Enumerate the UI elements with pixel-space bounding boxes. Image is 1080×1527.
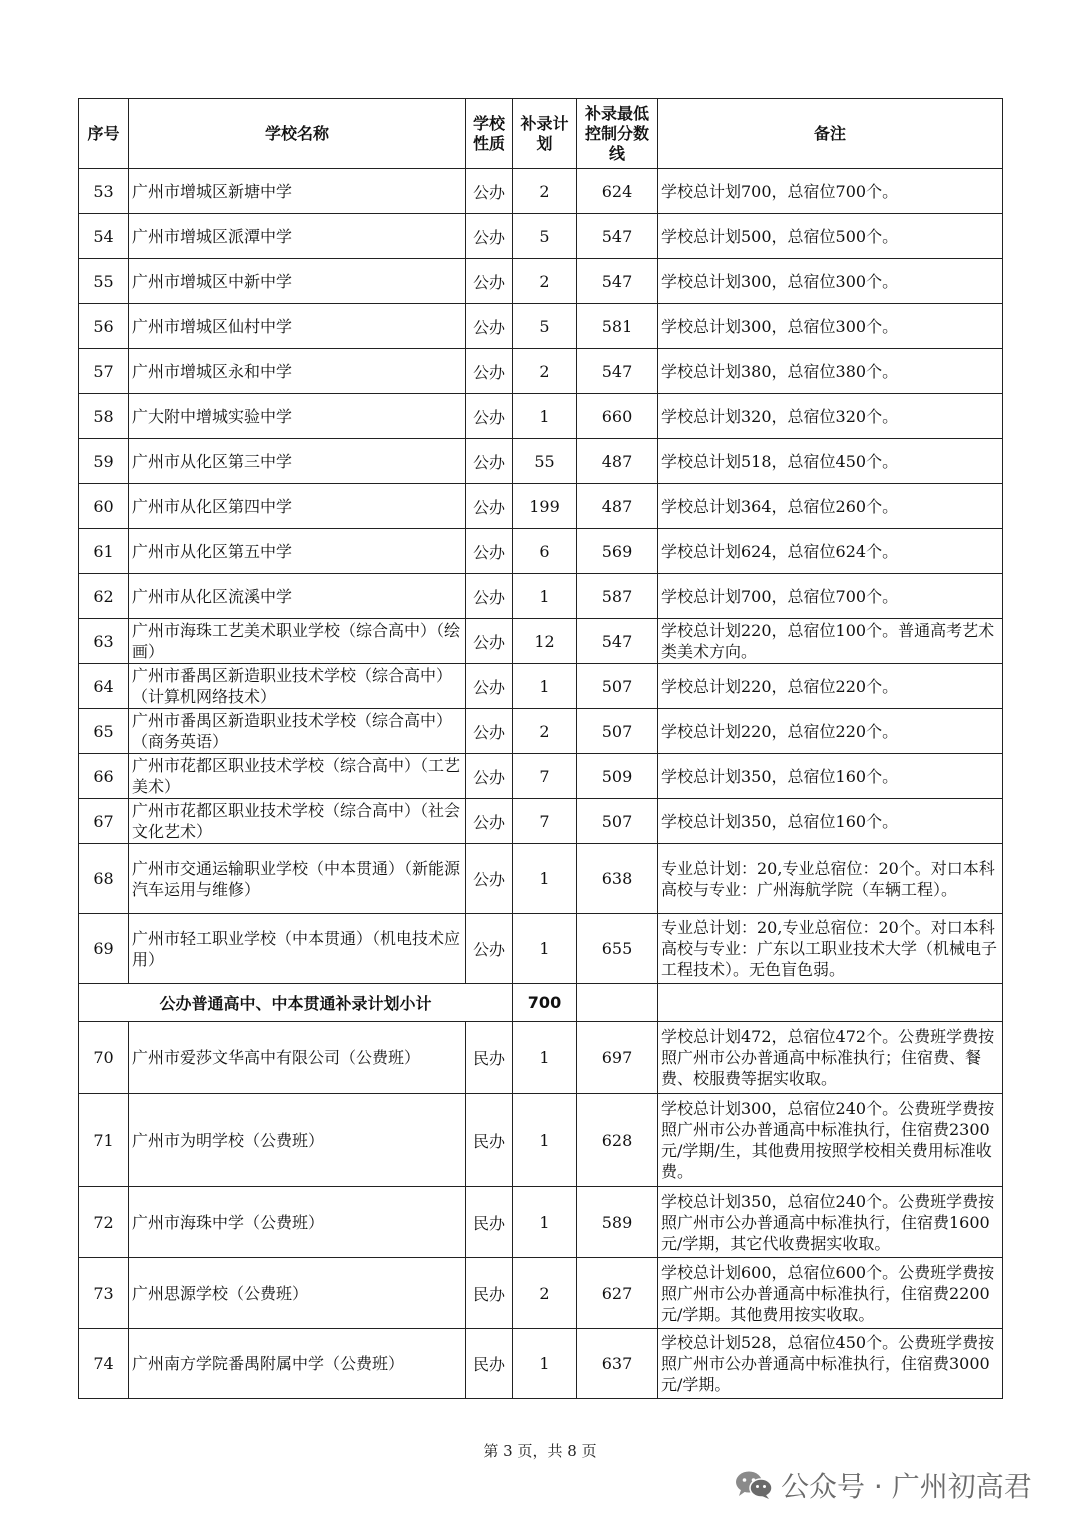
cell-num: 68 bbox=[79, 844, 129, 914]
cell-name: 广州市增城区永和中学 bbox=[129, 349, 466, 394]
cell-score: 628 bbox=[577, 1094, 658, 1187]
cell-type: 公办 bbox=[466, 304, 513, 349]
cell-plan: 2 bbox=[513, 709, 577, 754]
table-row bbox=[79, 844, 1003, 914]
cell-note: 学校总计划500，总宿位500个。 bbox=[658, 214, 1003, 259]
cell-type: 民办 bbox=[466, 1329, 513, 1399]
cell-plan: 5 bbox=[513, 214, 577, 259]
cell-note: 学校总计划300，总宿位240个。公费班学费按照广州市公办普通高中标准执行，住宿费2300元/学期/生，其他费用按照学校相关费用标准收费。 bbox=[658, 1094, 1003, 1187]
cell-plan: 1 bbox=[513, 1329, 577, 1399]
cell-name: 广州市花都区职业技术学校（综合高中）（工艺美术） bbox=[129, 754, 466, 799]
cell-note: 学校总计划350，总宿位160个。 bbox=[658, 799, 1003, 844]
cell-type: 公办 bbox=[466, 169, 513, 214]
cell-type: 民办 bbox=[466, 1187, 513, 1258]
subtotal-empty-score bbox=[577, 984, 658, 1022]
subtotal-label: 公办普通高中、中本贯通补录计划小计 bbox=[79, 984, 513, 1022]
cell-score: 638 bbox=[577, 844, 658, 914]
cell-num: 74 bbox=[79, 1329, 129, 1399]
cell-note: 学校总计划700，总宿位700个。 bbox=[658, 169, 1003, 214]
cell-note: 学校总计划320，总宿位320个。 bbox=[658, 394, 1003, 439]
header-type: 学校性质 bbox=[466, 99, 513, 169]
watermark-text: 公众号 · 广州初高君 bbox=[781, 1470, 1032, 1503]
table-row bbox=[79, 914, 1003, 984]
cell-note: 学校总计划380，总宿位380个。 bbox=[658, 349, 1003, 394]
cell-plan: 7 bbox=[513, 799, 577, 844]
cell-num: 65 bbox=[79, 709, 129, 754]
cell-name: 广州思源学校（公费班） bbox=[129, 1258, 466, 1329]
cell-name: 广州市为明学校（公费班） bbox=[129, 1094, 466, 1187]
cell-score: 655 bbox=[577, 914, 658, 984]
cell-num: 57 bbox=[79, 349, 129, 394]
table-row bbox=[79, 484, 1003, 529]
cell-note: 学校总计划220，总宿位220个。 bbox=[658, 709, 1003, 754]
watermark bbox=[735, 1465, 1032, 1505]
cell-name: 广州市增城区派潭中学 bbox=[129, 214, 466, 259]
cell-name: 广州市从化区第三中学 bbox=[129, 439, 466, 484]
cell-note: 学校总计划624，总宿位624个。 bbox=[658, 529, 1003, 574]
cell-plan: 5 bbox=[513, 304, 577, 349]
table-row bbox=[79, 1094, 1003, 1187]
cell-plan: 1 bbox=[513, 1187, 577, 1258]
table-row bbox=[79, 619, 1003, 664]
cell-score: 547 bbox=[577, 619, 658, 664]
cell-type: 公办 bbox=[466, 394, 513, 439]
cell-name: 广州市番禺区新造职业技术学校（综合高中）（商务英语） bbox=[129, 709, 466, 754]
cell-type: 民办 bbox=[466, 1094, 513, 1187]
cell-num: 66 bbox=[79, 754, 129, 799]
table-row bbox=[79, 349, 1003, 394]
header-note: 备注 bbox=[658, 99, 1003, 169]
cell-note: 专业总计划：20,专业总宿位：20个。对口本科高校与专业：广州海航学院（车辆工程）。 bbox=[658, 844, 1003, 914]
subtotal-empty-note bbox=[658, 984, 1003, 1022]
cell-note: 学校总计划300，总宿位300个。 bbox=[658, 304, 1003, 349]
cell-num: 69 bbox=[79, 914, 129, 984]
cell-plan: 2 bbox=[513, 169, 577, 214]
cell-num: 53 bbox=[79, 169, 129, 214]
cell-score: 637 bbox=[577, 1329, 658, 1399]
cell-score: 507 bbox=[577, 709, 658, 754]
cell-plan: 12 bbox=[513, 619, 577, 664]
cell-type: 公办 bbox=[466, 529, 513, 574]
table-row bbox=[79, 1329, 1003, 1399]
cell-plan: 55 bbox=[513, 439, 577, 484]
cell-name: 广州市番禺区新造职业技术学校（综合高中）（计算机网络技术） bbox=[129, 664, 466, 709]
cell-name: 广州市从化区流溪中学 bbox=[129, 574, 466, 619]
cell-num: 62 bbox=[79, 574, 129, 619]
cell-plan: 7 bbox=[513, 754, 577, 799]
header-num: 序号 bbox=[79, 99, 129, 169]
wechat-icon bbox=[735, 1470, 773, 1500]
table-row bbox=[79, 799, 1003, 844]
cell-name: 广州市增城区中新中学 bbox=[129, 259, 466, 304]
cell-num: 71 bbox=[79, 1094, 129, 1187]
table-row bbox=[79, 169, 1003, 214]
cell-score: 697 bbox=[577, 1022, 658, 1094]
cell-type: 公办 bbox=[466, 709, 513, 754]
table-row bbox=[79, 1258, 1003, 1329]
cell-note: 学校总计划350，总宿位160个。 bbox=[658, 754, 1003, 799]
cell-type: 公办 bbox=[466, 664, 513, 709]
cell-score: 624 bbox=[577, 169, 658, 214]
cell-name: 广州市花都区职业技术学校（综合高中）（社会文化艺术） bbox=[129, 799, 466, 844]
table-row bbox=[79, 529, 1003, 574]
cell-name: 广大附中增城实验中学 bbox=[129, 394, 466, 439]
cell-plan: 1 bbox=[513, 844, 577, 914]
cell-name: 广州市海珠中学（公费班） bbox=[129, 1187, 466, 1258]
table-row bbox=[79, 1187, 1003, 1258]
cell-score: 547 bbox=[577, 349, 658, 394]
table-row bbox=[79, 259, 1003, 304]
cell-plan: 1 bbox=[513, 664, 577, 709]
cell-score: 487 bbox=[577, 484, 658, 529]
cell-num: 60 bbox=[79, 484, 129, 529]
cell-note: 学校总计划220，总宿位220个。 bbox=[658, 664, 1003, 709]
cell-name: 广州市交通运输职业学校（中本贯通）（新能源汽车运用与维修） bbox=[129, 844, 466, 914]
cell-score: 487 bbox=[577, 439, 658, 484]
cell-plan: 2 bbox=[513, 259, 577, 304]
cell-score: 660 bbox=[577, 394, 658, 439]
cell-plan: 6 bbox=[513, 529, 577, 574]
cell-num: 58 bbox=[79, 394, 129, 439]
subtotal-plan: 700 bbox=[513, 984, 577, 1022]
cell-note: 专业总计划：20,专业总宿位：20个。对口本科高校与专业：广东以工职业技术大学（机械电子工程技术）。无色盲色弱。 bbox=[658, 914, 1003, 984]
cell-plan: 2 bbox=[513, 1258, 577, 1329]
page-footer: 第 3 页，共 8 页 bbox=[483, 1442, 597, 1460]
cell-score: 581 bbox=[577, 304, 658, 349]
cell-num: 61 bbox=[79, 529, 129, 574]
cell-num: 67 bbox=[79, 799, 129, 844]
cell-note: 学校总计划600，总宿位600个。公费班学费按照广州市公办普通高中标准执行，住宿费2200元/学期。其他费用按实收取。 bbox=[658, 1258, 1003, 1329]
cell-name: 广州市从化区第五中学 bbox=[129, 529, 466, 574]
table-row bbox=[79, 574, 1003, 619]
cell-plan: 2 bbox=[513, 349, 577, 394]
cell-type: 公办 bbox=[466, 619, 513, 664]
cell-type: 公办 bbox=[466, 844, 513, 914]
admission-table bbox=[78, 98, 1003, 1399]
cell-note: 学校总计划528，总宿位450个。公费班学费按照广州市公办普通高中标准执行，住宿费3000元/学期。 bbox=[658, 1329, 1003, 1399]
cell-note: 学校总计划300，总宿位300个。 bbox=[658, 259, 1003, 304]
cell-note: 学校总计划364，总宿位260个。 bbox=[658, 484, 1003, 529]
cell-score: 589 bbox=[577, 1187, 658, 1258]
cell-name: 广州市海珠工艺美术职业学校（综合高中）（绘画） bbox=[129, 619, 466, 664]
table-row bbox=[79, 709, 1003, 754]
cell-type: 公办 bbox=[466, 214, 513, 259]
cell-name: 广州市从化区第四中学 bbox=[129, 484, 466, 529]
header-name: 学校名称 bbox=[129, 99, 466, 169]
cell-type: 公办 bbox=[466, 914, 513, 984]
cell-num: 73 bbox=[79, 1258, 129, 1329]
cell-type: 公办 bbox=[466, 259, 513, 304]
cell-num: 72 bbox=[79, 1187, 129, 1258]
cell-num: 59 bbox=[79, 439, 129, 484]
cell-num: 56 bbox=[79, 304, 129, 349]
table-row bbox=[79, 214, 1003, 259]
cell-score: 507 bbox=[577, 664, 658, 709]
cell-note: 学校总计划220，总宿位100个。普通高考艺术类美术方向。 bbox=[658, 619, 1003, 664]
cell-type: 公办 bbox=[466, 799, 513, 844]
cell-plan: 1 bbox=[513, 1022, 577, 1094]
table-row bbox=[79, 1022, 1003, 1094]
cell-score: 587 bbox=[577, 574, 658, 619]
cell-plan: 1 bbox=[513, 574, 577, 619]
table-header bbox=[79, 99, 1003, 169]
cell-score: 509 bbox=[577, 754, 658, 799]
table-row bbox=[79, 394, 1003, 439]
table-row bbox=[79, 439, 1003, 484]
table-row bbox=[79, 304, 1003, 349]
cell-name: 广州市轻工职业学校（中本贯通）（机电技术应用） bbox=[129, 914, 466, 984]
cell-num: 64 bbox=[79, 664, 129, 709]
cell-score: 627 bbox=[577, 1258, 658, 1329]
cell-plan: 1 bbox=[513, 394, 577, 439]
cell-num: 55 bbox=[79, 259, 129, 304]
cell-name: 广州市增城区新塘中学 bbox=[129, 169, 466, 214]
table-row bbox=[79, 664, 1003, 709]
header-score: 补录最低控制分数线 bbox=[577, 99, 658, 169]
cell-num: 70 bbox=[79, 1022, 129, 1094]
cell-name: 广州市增城区仙村中学 bbox=[129, 304, 466, 349]
cell-num: 54 bbox=[79, 214, 129, 259]
cell-score: 547 bbox=[577, 259, 658, 304]
subtotal-row bbox=[79, 984, 1003, 1022]
cell-type: 公办 bbox=[466, 754, 513, 799]
cell-note: 学校总计划700，总宿位700个。 bbox=[658, 574, 1003, 619]
cell-type: 民办 bbox=[466, 1258, 513, 1329]
header-plan: 补录计划 bbox=[513, 99, 577, 169]
cell-note: 学校总计划472，总宿位472个。公费班学费按照广州市公办普通高中标准执行；住宿费、餐费、校服费等据实收取。 bbox=[658, 1022, 1003, 1094]
cell-name: 广州市爱莎文华高中有限公司（公费班） bbox=[129, 1022, 466, 1094]
cell-note: 学校总计划350，总宿位240个。公费班学费按照广州市公办普通高中标准执行，住宿费1600元/学期，其它代收费据实收取。 bbox=[658, 1187, 1003, 1258]
cell-score: 547 bbox=[577, 214, 658, 259]
cell-plan: 1 bbox=[513, 1094, 577, 1187]
cell-plan: 199 bbox=[513, 484, 577, 529]
cell-name: 广州南方学院番禺附属中学（公费班） bbox=[129, 1329, 466, 1399]
cell-type: 公办 bbox=[466, 439, 513, 484]
cell-type: 公办 bbox=[466, 574, 513, 619]
cell-score: 507 bbox=[577, 799, 658, 844]
cell-note: 学校总计划518，总宿位450个。 bbox=[658, 439, 1003, 484]
cell-type: 公办 bbox=[466, 349, 513, 394]
cell-num: 63 bbox=[79, 619, 129, 664]
cell-plan: 1 bbox=[513, 914, 577, 984]
cell-type: 民办 bbox=[466, 1022, 513, 1094]
cell-type: 公办 bbox=[466, 484, 513, 529]
cell-score: 569 bbox=[577, 529, 658, 574]
table-row bbox=[79, 754, 1003, 799]
